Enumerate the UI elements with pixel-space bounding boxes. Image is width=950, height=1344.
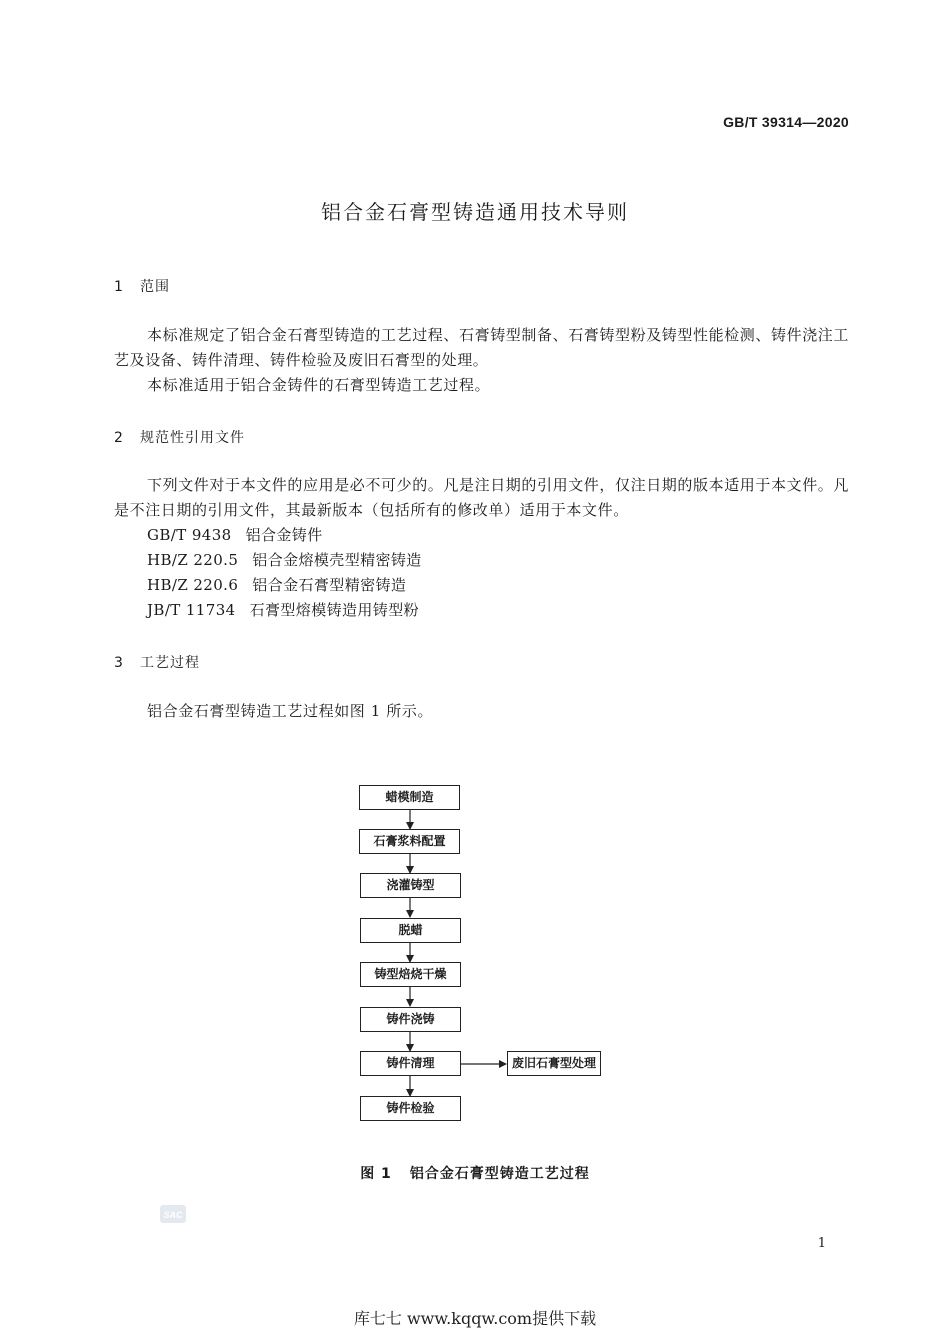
process-intro: 铝合金石膏型铸造工艺过程如图 1 所示。 xyxy=(147,702,434,720)
reference-name: 铝合金熔模壳型精密铸造 xyxy=(252,551,422,569)
reference-name: 石膏型熔模铸造用铸型粉 xyxy=(249,601,419,619)
flow-step-cleaning: 铸件清理 xyxy=(360,1051,461,1076)
reference-name: 铝合金铸件 xyxy=(245,526,323,544)
flow-step-slurry: 石膏浆料配置 xyxy=(359,829,460,854)
flow-step-inspection: 铸件检验 xyxy=(360,1096,461,1121)
flow-step-pouring-mold: 浇灌铸型 xyxy=(360,873,461,898)
reference-code: JB/T 11734 xyxy=(147,601,236,619)
scope-paragraph-2: 本标准适用于铝合金铸件的石膏型铸造工艺过程。 xyxy=(147,376,491,394)
reference-code: GB/T 9438 xyxy=(147,526,232,544)
reference-item xyxy=(147,523,323,548)
scope-paragraph-1: 本标准规定了铝合金石膏型铸造的工艺过程、石膏铸型制备、石膏铸型粉及铸型性能检测、铸件浇注工艺及设备、铸件清理、铸件检验及废旧石膏型的处理。 xyxy=(114,326,850,369)
section-title: 工艺过程 xyxy=(140,655,200,671)
svg-text:SAC: SAC xyxy=(163,1210,183,1220)
flow-step-dewax: 脱蜡 xyxy=(360,918,461,943)
figure-caption xyxy=(0,1163,950,1183)
section-title: 规范性引用文件 xyxy=(140,430,245,446)
section-number: 1 xyxy=(114,279,124,295)
section-heading-scope xyxy=(114,276,170,296)
section-number: 2 xyxy=(114,430,124,446)
reference-code: HB/Z 220.5 xyxy=(147,551,239,569)
section-heading-process xyxy=(114,652,200,672)
reference-item xyxy=(147,548,422,573)
reference-name: 铝合金石膏型精密铸造 xyxy=(252,576,407,594)
standard-code: GB/T 39314—2020 xyxy=(723,114,849,130)
reference-item xyxy=(147,573,406,598)
figure-number: 图 1 xyxy=(360,1166,392,1182)
reference-code: HB/Z 220.6 xyxy=(147,576,239,594)
flow-step-wax-pattern: 蜡模制造 xyxy=(359,785,460,810)
section-number: 3 xyxy=(114,655,124,671)
flow-step-casting: 铸件浇铸 xyxy=(360,1007,461,1032)
reference-item xyxy=(147,598,419,623)
sac-logo-icon xyxy=(160,1203,186,1225)
page-number: 1 xyxy=(817,1236,826,1251)
section-title: 范围 xyxy=(140,279,170,295)
flow-step-waste-mold: 废旧石膏型处理 xyxy=(507,1051,601,1076)
flow-step-roasting: 铸型焙烧干燥 xyxy=(360,962,461,987)
download-footer: 库七七 www.kqqw.com提供下载 xyxy=(353,1309,597,1328)
figure-caption-text: 铝合金石膏型铸造工艺过程 xyxy=(409,1166,590,1182)
references-intro: 下列文件对于本文件的应用是必不可少的。凡是注日期的引用文件，仅注日期的版本适用于本文件。凡是不注日期的引用文件，其最新版本（包括所有的修改单）适用于本文件。 xyxy=(114,476,850,519)
section-heading-references xyxy=(114,427,245,447)
document-title: 铝合金石膏型铸造通用技术导则 xyxy=(321,200,629,224)
